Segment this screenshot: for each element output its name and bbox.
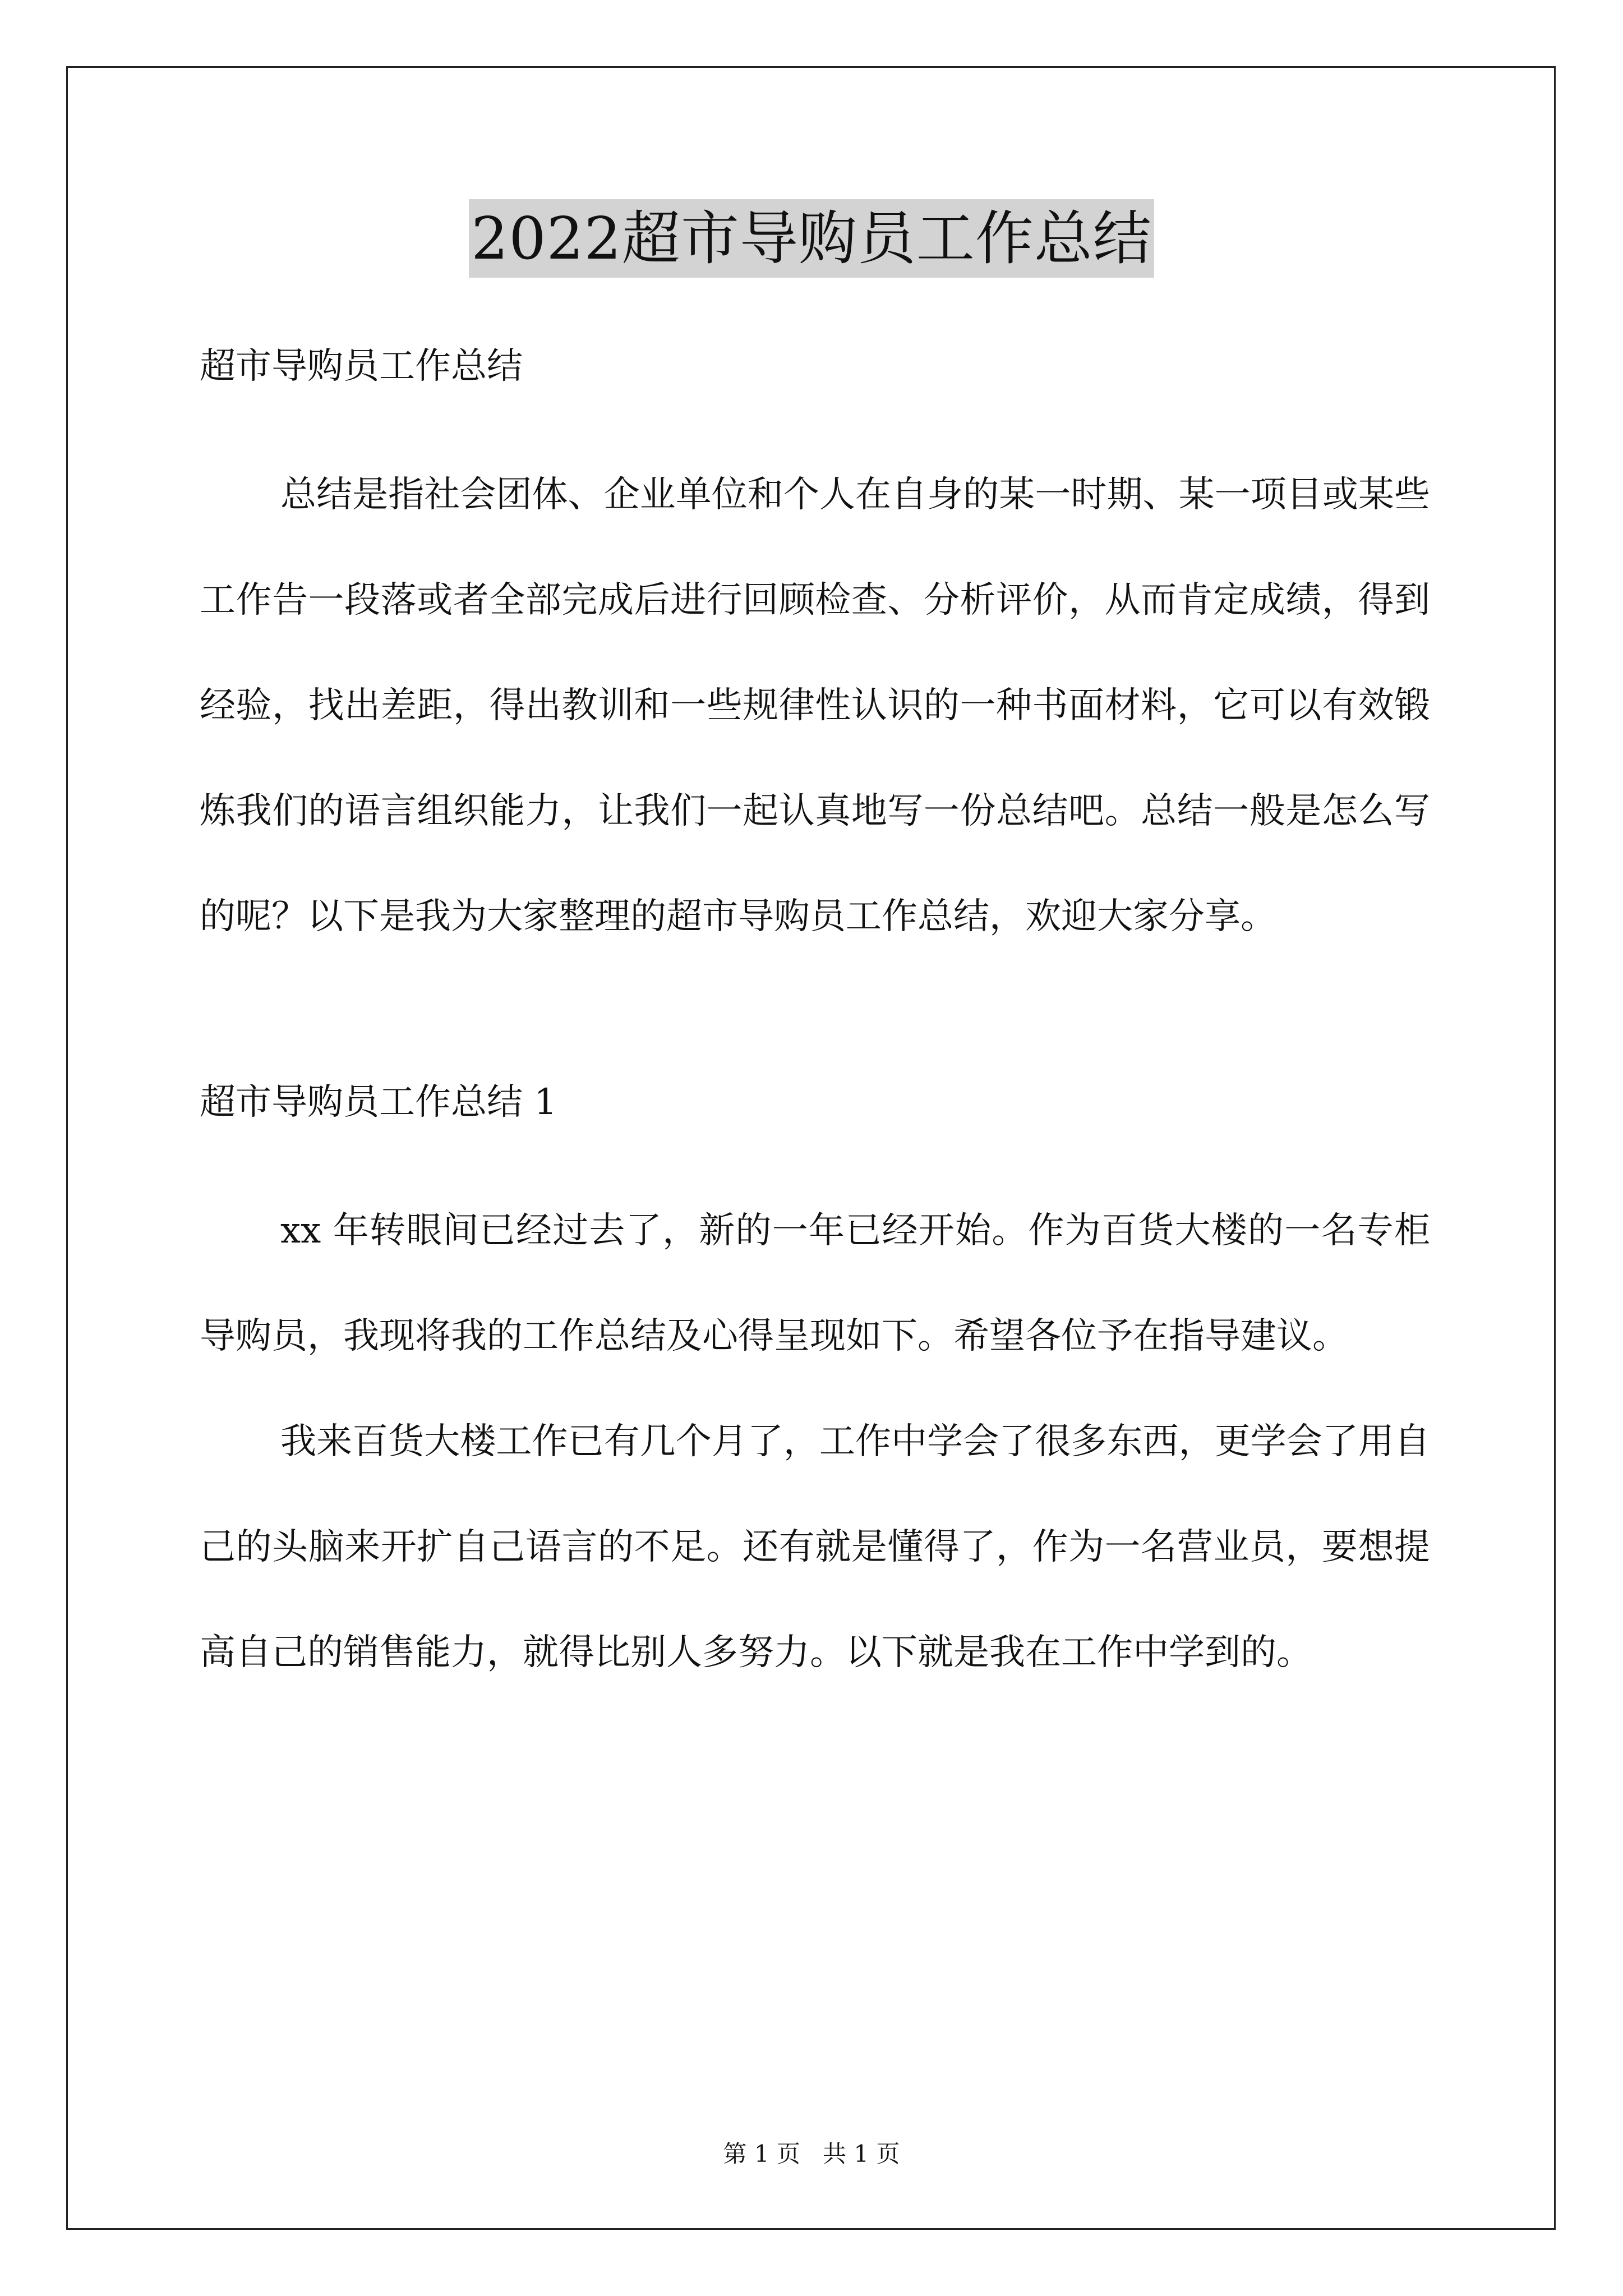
page-number-label: 第 1 页 共 1 页 bbox=[723, 2140, 900, 2168]
document-body bbox=[200, 341, 1430, 1705]
section1-paragraph-1: xx 年转眼间已经过去了，新的一年已经开始。作为百货大楼的一名专柜导购员，我现将我的工作总结及心得呈现如下。希望各位予在指导建议。 bbox=[200, 1210, 1430, 1357]
intro-paragraph: 总结是指社会团体、企业单位和个人在自身的某一时期、某一项目或某些工作告一段落或者全部完成后进行回顾检查、分析评价，从而肯定成绩，得到经验，找出差距，得出教训和一些规律性认识的一种书面材料，它可以有效锻炼我们的语言组织能力，让我们一起认真地写一份总结吧。总结一般是怎么写的呢？以下是我为大家整理的超市导购员工作总结，欢迎大家分享。 bbox=[200, 474, 1430, 937]
document-title: 2022超市导购员工作总结 bbox=[469, 199, 1154, 278]
page-footer bbox=[0, 2137, 1623, 2171]
spacer bbox=[200, 1128, 1430, 1178]
spacer bbox=[200, 969, 1430, 1077]
section1-heading: 超市导购员工作总结 1 bbox=[200, 1082, 557, 1123]
title-container bbox=[0, 199, 1623, 278]
spacer bbox=[200, 392, 1430, 442]
intro-heading: 超市导购员工作总结 bbox=[200, 346, 523, 387]
section1-paragraph-2: 我来百货大楼工作已有几个月了，工作中学会了很多东西，更学会了用自己的头脑来开扩自己语言的不足。还有就是懂得了，作为一名营业员，要想提高自己的销售能力，就得比别人多努力。以下就是我在工作中学到的。 bbox=[200, 1421, 1430, 1673]
